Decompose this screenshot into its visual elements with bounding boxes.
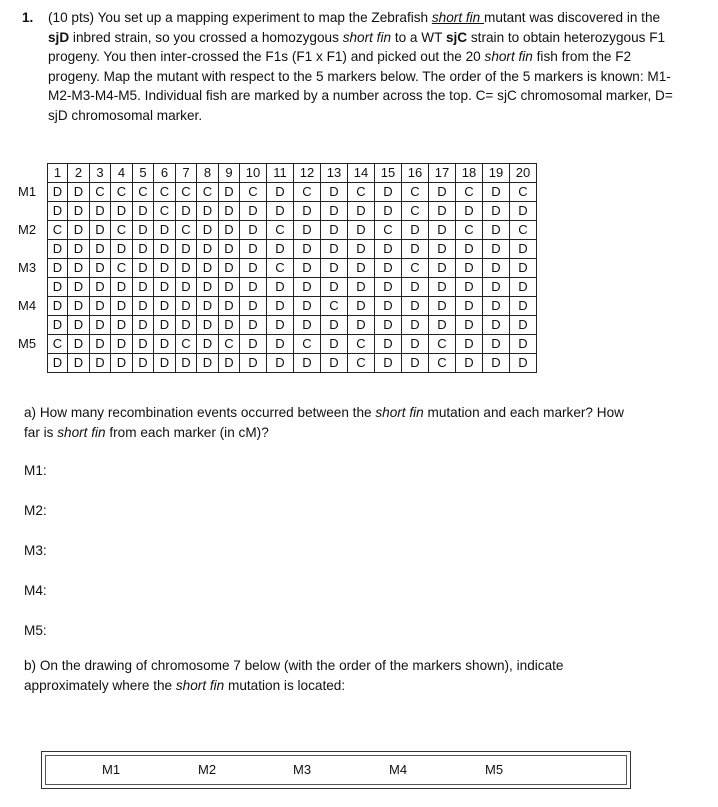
table-row (16, 278, 537, 297)
genotype-cell: D (68, 183, 90, 202)
genotype-cell: C (294, 335, 321, 354)
genotype-cell: D (294, 354, 321, 373)
genotype-cell: D (375, 297, 402, 316)
fish-number: 6 (154, 164, 176, 183)
genotype-cell: D (176, 297, 197, 316)
genotype-cell: D (154, 221, 176, 240)
genotype-cell: D (321, 354, 348, 373)
genotype-cell: C (348, 183, 375, 202)
genotype-cell: C (375, 221, 402, 240)
fish-number: 9 (219, 164, 240, 183)
genotype-cell: D (321, 316, 348, 335)
genotype-cell: D (197, 316, 219, 335)
genotype-cell: D (240, 202, 267, 221)
genotype-cell: D (154, 240, 176, 259)
genotype-cell: D (111, 278, 133, 297)
genotype-cell: C (197, 183, 219, 202)
genotype-cell: D (483, 221, 510, 240)
genotype-cell: D (510, 202, 537, 221)
genotype-cell: D (321, 335, 348, 354)
genotype-cell: D (48, 259, 68, 278)
genotype-cell: C (267, 221, 294, 240)
genotype-cell: D (456, 202, 483, 221)
table-row (16, 183, 537, 202)
genotype-cell: D (348, 259, 375, 278)
genotype-cell: C (456, 183, 483, 202)
genotype-cell: D (68, 316, 90, 335)
marker-label: M3 (16, 259, 48, 278)
marker-label-blank (16, 202, 48, 221)
genotype-cell: D (197, 240, 219, 259)
genotype-cell: C (294, 183, 321, 202)
genotype-cell: D (48, 316, 68, 335)
genotype-cell: D (294, 259, 321, 278)
genotype-cell: C (402, 183, 429, 202)
genotype-cell: D (321, 240, 348, 259)
fish-number: 2 (68, 164, 90, 183)
genotype-cell: D (154, 297, 176, 316)
genotype-cell: D (429, 278, 456, 297)
genotype-cell: D (176, 259, 197, 278)
genotype-cell: D (197, 297, 219, 316)
genotype-cell: D (510, 335, 537, 354)
table-row (16, 316, 537, 335)
answer-label-m2: M2: (24, 503, 47, 518)
genotype-cell: D (321, 278, 348, 297)
genotype-cell: D (429, 202, 456, 221)
table-row (16, 354, 537, 373)
genotype-cell: C (48, 335, 68, 354)
genotype-cell: C (111, 221, 133, 240)
genotype-cell: D (429, 221, 456, 240)
fish-number: 7 (176, 164, 197, 183)
genotype-cell: D (402, 221, 429, 240)
genotype-cell: D (219, 240, 240, 259)
genotype-cell: D (483, 183, 510, 202)
genotype-cell: D (456, 259, 483, 278)
genotype-cell: D (90, 221, 111, 240)
genotype-cell: D (510, 354, 537, 373)
genotype-cell: D (90, 335, 111, 354)
marker-genotype-table (16, 163, 537, 373)
genotype-cell: D (48, 297, 68, 316)
genotype-cell: D (90, 240, 111, 259)
fish-number: 13 (321, 164, 348, 183)
genotype-cell: D (510, 316, 537, 335)
genotype-cell: D (294, 240, 321, 259)
genotype-cell: D (267, 202, 294, 221)
genotype-cell: D (111, 202, 133, 221)
genotype-cell: D (133, 297, 154, 316)
genotype-cell: D (197, 259, 219, 278)
fish-number: 16 (402, 164, 429, 183)
genotype-cell: D (219, 316, 240, 335)
fish-number: 8 (197, 164, 219, 183)
genotype-cell: C (348, 354, 375, 373)
genotype-cell: D (240, 316, 267, 335)
genotype-cell: D (402, 316, 429, 335)
fish-number: 11 (267, 164, 294, 183)
genotype-cell: D (294, 202, 321, 221)
genotype-cell: D (197, 221, 219, 240)
genotype-cell: D (267, 297, 294, 316)
header-corner (16, 164, 48, 183)
genotype-cell: D (267, 278, 294, 297)
genotype-cell: D (402, 278, 429, 297)
genotype-cell: D (402, 240, 429, 259)
genotype-cell: D (348, 240, 375, 259)
genotype-cell: D (68, 221, 90, 240)
genotype-cell: D (133, 202, 154, 221)
genotype-cell: D (219, 259, 240, 278)
table-row (16, 202, 537, 221)
genotype-cell: D (219, 202, 240, 221)
genotype-cell: D (510, 297, 537, 316)
genotype-cell: D (48, 240, 68, 259)
genotype-cell: D (154, 335, 176, 354)
fish-number: 18 (456, 164, 483, 183)
genotype-cell: D (48, 183, 68, 202)
genotype-cell: D (375, 202, 402, 221)
genotype-cell: D (176, 240, 197, 259)
genotype-cell: D (375, 240, 402, 259)
genotype-cell: D (197, 278, 219, 297)
genotype-cell: D (375, 259, 402, 278)
genotype-cell: D (90, 202, 111, 221)
genotype-cell: C (111, 259, 133, 278)
genotype-cell: D (197, 354, 219, 373)
genotype-cell: D (456, 335, 483, 354)
genotype-cell: D (219, 354, 240, 373)
genotype-cell: D (429, 240, 456, 259)
marker-label-blank (16, 240, 48, 259)
genotype-cell: D (240, 221, 267, 240)
genotype-cell: D (321, 183, 348, 202)
genotype-cell: C (90, 183, 111, 202)
genotype-cell: D (111, 335, 133, 354)
chromosome-marker-m1: M1 (102, 762, 121, 777)
marker-label: M4 (16, 297, 48, 316)
genotype-cell: D (111, 354, 133, 373)
genotype-cell: D (429, 259, 456, 278)
part-a-question: a) How many recombination events occurred between the short fin mutation and each marker? How far is short fin from each marker (in cM)? (24, 405, 624, 440)
chromosome-marker-m4: M4 (389, 762, 408, 777)
genotype-cell: D (111, 316, 133, 335)
chromosome-body (45, 755, 627, 785)
genotype-cell: D (133, 354, 154, 373)
genotype-cell: D (240, 297, 267, 316)
genotype-cell: D (348, 316, 375, 335)
genotype-cell: D (375, 335, 402, 354)
genotype-cell: D (510, 259, 537, 278)
genotype-cell: D (111, 297, 133, 316)
genotype-cell: D (176, 278, 197, 297)
genotype-cell: D (48, 202, 68, 221)
genotype-cell: D (429, 183, 456, 202)
marker-label-blank (16, 278, 48, 297)
chromosome-marker-m2: M2 (198, 762, 217, 777)
genotype-cell: C (176, 183, 197, 202)
genotype-cell: D (133, 335, 154, 354)
genotype-cell: D (197, 202, 219, 221)
genotype-cell: D (429, 297, 456, 316)
genotype-cell: D (267, 316, 294, 335)
question-text: (10 pts) You set up a mapping experiment to map the Zebrafish short fin mutant was discovered in the sjD inbred strain, so you crossed a homozygous short fin to a WT sjC strain to obtain heterozygous F1 progeny. You then inter-crossed the F1s (F1 x F1) and picked out the 20 short fin fish from the F2 progeny. Map the mutant with respect to the 5 markers below. The order of the 5 markers is known: M1-M2-M3-M4-M5. Individual fish are marked by a number across the top. C= sjC chromosomal marker, D= sjD chromosomal marker. (48, 10, 673, 123)
genotype-cell: D (48, 354, 68, 373)
fish-number: 3 (90, 164, 111, 183)
marker-label-blank (16, 316, 48, 335)
genotype-cell: D (456, 240, 483, 259)
genotype-cell: D (111, 240, 133, 259)
genotype-cell: D (483, 259, 510, 278)
answer-label-m3: M3: (24, 543, 47, 558)
table-row (16, 240, 537, 259)
genotype-cell: D (294, 316, 321, 335)
fish-number: 1 (48, 164, 68, 183)
genotype-cell: D (267, 240, 294, 259)
genotype-cell: D (240, 278, 267, 297)
genotype-cell: D (154, 354, 176, 373)
chromosome-7-drawing (41, 751, 631, 789)
genotype-cell: D (90, 316, 111, 335)
genotype-cell: D (133, 316, 154, 335)
genotype-cell: D (321, 202, 348, 221)
genotype-cell: D (240, 240, 267, 259)
genotype-cell: D (90, 354, 111, 373)
marker-label: M1 (16, 183, 48, 202)
genotype-cell: D (68, 202, 90, 221)
genotype-cell: C (154, 202, 176, 221)
genotype-cell: D (133, 240, 154, 259)
genotype-cell: D (429, 316, 456, 335)
genotype-cell: D (68, 240, 90, 259)
genotype-cell: D (219, 183, 240, 202)
table-row (16, 297, 537, 316)
genotype-cell: D (133, 259, 154, 278)
fish-number: 5 (133, 164, 154, 183)
genotype-cell: D (348, 278, 375, 297)
genotype-cell: C (154, 183, 176, 202)
fish-number: 15 (375, 164, 402, 183)
genotype-cell: D (348, 202, 375, 221)
genotype-cell: D (90, 297, 111, 316)
genotype-cell: D (456, 297, 483, 316)
genotype-cell: D (240, 354, 267, 373)
genotype-cell: D (483, 278, 510, 297)
genotype-cell: D (456, 316, 483, 335)
genotype-cell: D (68, 335, 90, 354)
genotype-cell: D (176, 316, 197, 335)
genotype-cell: D (483, 335, 510, 354)
genotype-cell: D (176, 202, 197, 221)
genotype-cell: D (133, 278, 154, 297)
genotype-cell: D (402, 335, 429, 354)
genotype-cell: D (294, 221, 321, 240)
genotype-cell: D (294, 278, 321, 297)
genotype-cell: D (219, 297, 240, 316)
genotype-cell: C (321, 297, 348, 316)
genotype-cell: D (402, 354, 429, 373)
genotype-cell: C (510, 183, 537, 202)
genotype-cell: D (240, 335, 267, 354)
genotype-cell: D (197, 335, 219, 354)
answer-label-m5: M5: (24, 623, 47, 638)
marker-label: M5 (16, 335, 48, 354)
fish-number: 12 (294, 164, 321, 183)
fish-number: 4 (111, 164, 133, 183)
genotype-cell: C (348, 335, 375, 354)
genotype-cell: C (176, 335, 197, 354)
genotype-cell: C (48, 221, 68, 240)
marker-label: M2 (16, 221, 48, 240)
genotype-cell: C (240, 183, 267, 202)
chromosome-marker-m3: M3 (293, 762, 312, 777)
genotype-cell: C (219, 335, 240, 354)
genotype-cell: D (402, 297, 429, 316)
genotype-cell: C (111, 183, 133, 202)
genotype-cell: D (133, 221, 154, 240)
answer-label-m4: M4: (24, 583, 47, 598)
genotype-cell: D (321, 259, 348, 278)
genotype-cell: D (90, 278, 111, 297)
genotype-cell: D (267, 183, 294, 202)
genotype-cell: C (429, 335, 456, 354)
table-row (16, 259, 537, 278)
table-row (16, 221, 537, 240)
genotype-cell: D (68, 354, 90, 373)
genotype-cell: D (68, 259, 90, 278)
genotype-cell: D (154, 278, 176, 297)
genotype-cell: D (483, 202, 510, 221)
genotype-cell: C (510, 221, 537, 240)
fish-number: 19 (483, 164, 510, 183)
genotype-cell: D (68, 278, 90, 297)
genotype-cell: D (483, 297, 510, 316)
genotype-cell: C (402, 202, 429, 221)
answer-label-m1: M1: (24, 463, 47, 478)
genotype-cell: D (375, 278, 402, 297)
genotype-cell: D (348, 221, 375, 240)
genotype-cell: D (219, 221, 240, 240)
fish-number: 17 (429, 164, 456, 183)
fish-number: 14 (348, 164, 375, 183)
genotype-cell: D (510, 278, 537, 297)
genotype-cell: C (176, 221, 197, 240)
genotype-cell: D (456, 278, 483, 297)
genotype-cell: D (240, 259, 267, 278)
genotype-cell: D (90, 259, 111, 278)
marker-label-blank (16, 354, 48, 373)
question-number: 1. (22, 10, 34, 25)
genotype-cell: D (456, 354, 483, 373)
chromosome-marker-m5: M5 (485, 762, 504, 777)
genotype-cell: D (154, 316, 176, 335)
genotype-cell: D (375, 354, 402, 373)
genotype-cell: D (48, 278, 68, 297)
genotype-cell: D (154, 259, 176, 278)
genotype-cell: D (68, 297, 90, 316)
table-header-row (16, 164, 537, 183)
genotype-cell: D (176, 354, 197, 373)
part-b-question: b) On the drawing of chromosome 7 below (with the order of the markers shown), indicate approximately where the short fin mutation is located: (24, 658, 564, 693)
genotype-cell: D (267, 354, 294, 373)
genotype-cell: D (267, 335, 294, 354)
genotype-cell: D (483, 240, 510, 259)
genotype-cell: D (348, 297, 375, 316)
fish-number: 20 (510, 164, 537, 183)
genotype-cell: C (429, 354, 456, 373)
genotype-cell: C (267, 259, 294, 278)
genotype-cell: D (321, 221, 348, 240)
genotype-cell: C (133, 183, 154, 202)
table-row (16, 335, 537, 354)
genotype-cell: C (456, 221, 483, 240)
genotype-cell: D (219, 278, 240, 297)
genotype-cell: D (375, 316, 402, 335)
genotype-cell: D (510, 240, 537, 259)
genotype-cell: D (375, 183, 402, 202)
genotype-cell: D (294, 297, 321, 316)
genotype-cell: D (483, 354, 510, 373)
fish-number: 10 (240, 164, 267, 183)
genotype-cell: C (402, 259, 429, 278)
genotype-cell: D (483, 316, 510, 335)
